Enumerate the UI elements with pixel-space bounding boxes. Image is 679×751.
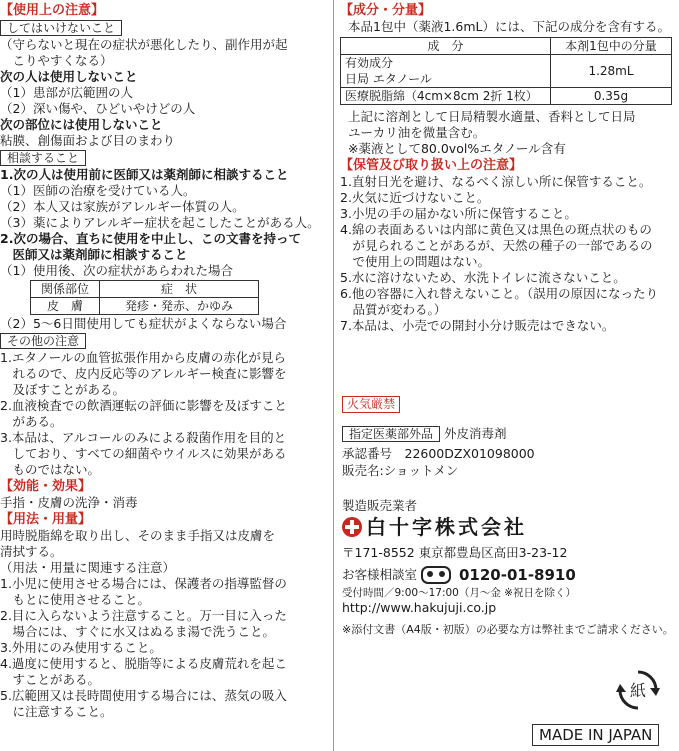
storage-2: 2.火気に近づけないこと。 [340,190,490,205]
free-dial-icon [421,566,451,584]
consult-1-item-2: （2）本人又は家族がアレルギー体質の人。 [0,199,245,214]
right-column [340,0,679,751]
dosage-note-head: （用法・用量に関連する注意） [0,560,176,575]
symptom-table-cell-symptom: 発疹・発赤、かゆみ [100,298,259,315]
dosage-line-2: 清拭する。 [0,544,63,559]
person-1: （1）患部が広範囲の人 [0,85,133,100]
dont-box: してはいけないこと [0,20,122,36]
dont-note-1: （守らないと現在の症状が悪化したり、副作用が起 [0,37,288,52]
storage-4: 4.綿の表面あるいは内部に黄色又は黒色の斑点状のもの [340,222,652,237]
hours: 受付時間／9:00～17:00（月～金 ※祝日を除く） [342,587,576,599]
ingredients-head-amount: 本剤1包中の分量 [551,38,672,55]
left-column [0,0,330,751]
contact-line [342,566,576,584]
other-line-4: 2.血液検査での飲酒運転の評価に影響を及ぼすこと [0,398,287,413]
dosage-note-8: 5.広範囲又は長時間使用する場合には、蒸気の吸入 [0,688,287,703]
usage-header: 【使用上の注意】 [0,3,105,18]
sales-name: 販売名:ショットメン [342,463,459,478]
category-box: 指定医薬部外品 [342,426,440,442]
storage-header: 【保管及び取り扱い上の注意】 [340,158,523,173]
other-line-7: しており、すべての細菌やウイルスに効果がある [0,446,287,461]
other-box: その他の注意 [0,333,86,349]
symptom-table-head-symptom: 症 状 [100,281,259,298]
ingredients-intro: 本品1包中（薬液1.6mL）には、下記の成分を含有する。 [348,19,670,34]
company-name: 白十字株式会社 [365,515,527,539]
other-line-1: 1.エタノールの血管拡張作用から皮膚の赤化が見ら [0,350,286,365]
other-line-6: 3.本品は、アルコールのみによる殺菌作用を目的と [0,430,287,445]
other-line-8: ものではない。 [0,462,101,477]
consult-2-line-1: 2.次の場合、直ちに使用を中止し、この文書を持って [0,231,301,246]
other-line-5: がある。 [0,414,63,429]
dosage-note-2: もとに使用させること。 [0,592,151,607]
dosage-line-1: 用時脱脂綿を取り出し、そのまま手指又は皮膚を [0,528,276,543]
ingredients-header: 【成分・分量】 [340,3,432,18]
storage-8: 6.他の容器に入れ替えないこと。（誤用の原因になったり [340,286,659,301]
address: 〒171-8552 東京都豊島区高田3-23-12 [342,545,568,560]
dosage-header: 【用法・用量】 [0,512,92,527]
dosage-note-3: 2.目に入らないよう注意すること。万一目に入った [0,608,287,623]
storage-6: で使用上の問題はない。 [340,254,491,269]
effect-header: 【効能・効果】 [0,479,92,494]
dont-note-2: こりやすくなる） [0,53,113,68]
fire-warning: 火気厳禁 [342,396,400,413]
dosage-note-9: に注意すること。 [0,704,113,719]
consult-2-item-1: （1）使用後、次の症状があらわれた場合 [0,263,233,278]
storage-3: 3.小児の手の届かない所に保管すること。 [340,206,577,221]
ingredient-cotton-amount: 0.35g [551,88,672,105]
consult-2-item-2: （2）5～6日間使用しても症状がよくならない場合 [0,316,287,331]
consult-1-item-1: （1）医師の治療を受けている人。 [0,183,196,198]
other-line-2: れるので、皮内反応等のアレルギー検査に影響を [0,366,287,381]
category-line [342,425,507,443]
dosage-note-5: 3.外用にのみ使用すること。 [0,640,162,655]
dosage-note-6: 4.過度に使用すると、脱脂等による皮膚荒れを起こ [0,656,287,671]
dosage-note-1: 1.小児に使用させる場合には、保護者の指導監督の [0,576,287,591]
storage-9: 品質が変わる。） [340,302,447,317]
url[interactable]: http://www.hakujuji.co.jp [342,600,497,615]
symptom-table-cell-part: 皮 膚 [31,298,100,315]
dosage-note-4: 場合には、すぐに水又はぬるま湯で洗うこと。 [0,624,276,639]
ing-note-1: 上記に溶剤として日局精製水適量、香料として日局 [348,109,636,124]
consult-box: 相談すること [0,150,86,166]
ing-note-2: ユーカリ油を微量含む。 [348,125,486,140]
symptom-table [30,280,259,315]
ingredients-head-name: 成 分 [341,38,551,55]
parts-head: 次の部位には使用しないこと [0,117,163,132]
symptom-table-head-part: 関係部位 [31,281,100,298]
category: 外皮消毒剤 [444,426,507,441]
persons-head: 次の人は使用しないこと [0,69,138,84]
effect: 手指・皮膚の洗浄・消毒 [0,495,138,510]
ingredient-ethanol-amount: 1.28mL [551,55,672,88]
consult-2-line-2: 医師又は薬剤師に相談すること [0,247,188,262]
contact-label: お客様相談室 [342,567,418,582]
storage-5: が見られることがあるが、天然の種子の一部であるの [340,238,653,253]
ing-note-3: ※薬液として80.0vol%エタノール含有 [348,141,566,156]
column-divider [333,0,334,751]
recycle-mark-label: 紙 [629,681,647,700]
storage-1: 1.直射日光を避け、なるべく涼しい所に保管すること。 [340,174,652,189]
consult-1: 1.次の人は使用前に医師又は薬剤師に相談すること [0,167,289,182]
storage-10: 7.本品は、小売での開封小分け販売はできない。 [340,318,615,333]
fire-warning-wrap [342,396,400,413]
other-line-3: 及ぼすことがある。 [0,382,126,397]
made-in-japan: MADE IN JAPAN [532,724,659,746]
ingredients-table [340,37,672,105]
approval: 承認番号 22600DZX01098000 [342,446,535,461]
footnote: ※添付文書（A4版・初版）の必要な方は弊社までご請求ください。 [342,623,674,636]
dosage-note-7: すことがある。 [0,672,101,687]
ingredient-active-label: 有効成分 [345,56,394,70]
ingredient-ethanol: 日局 エタノール [345,72,432,86]
company-line [342,515,527,539]
maker-label: 製造販売業者 [342,498,418,513]
person-2: （2）深い傷や、ひどいやけどの人 [0,101,196,116]
paper-recycle-icon [616,668,660,712]
parts: 粘膜、創傷面および目のまわり [0,133,176,148]
ingredient-cotton: 医療脱脂綿（4cm×8cm 2折 1枚） [341,88,551,105]
phone: 0120-01-8910 [458,566,576,584]
hakujuji-logo-icon [342,517,362,537]
consult-1-item-3: （3）薬によりアレルギー症状を起こしたことがある人。 [0,215,320,230]
storage-7: 5.水に溶けないため、水洗トイレに流さないこと。 [340,270,626,285]
